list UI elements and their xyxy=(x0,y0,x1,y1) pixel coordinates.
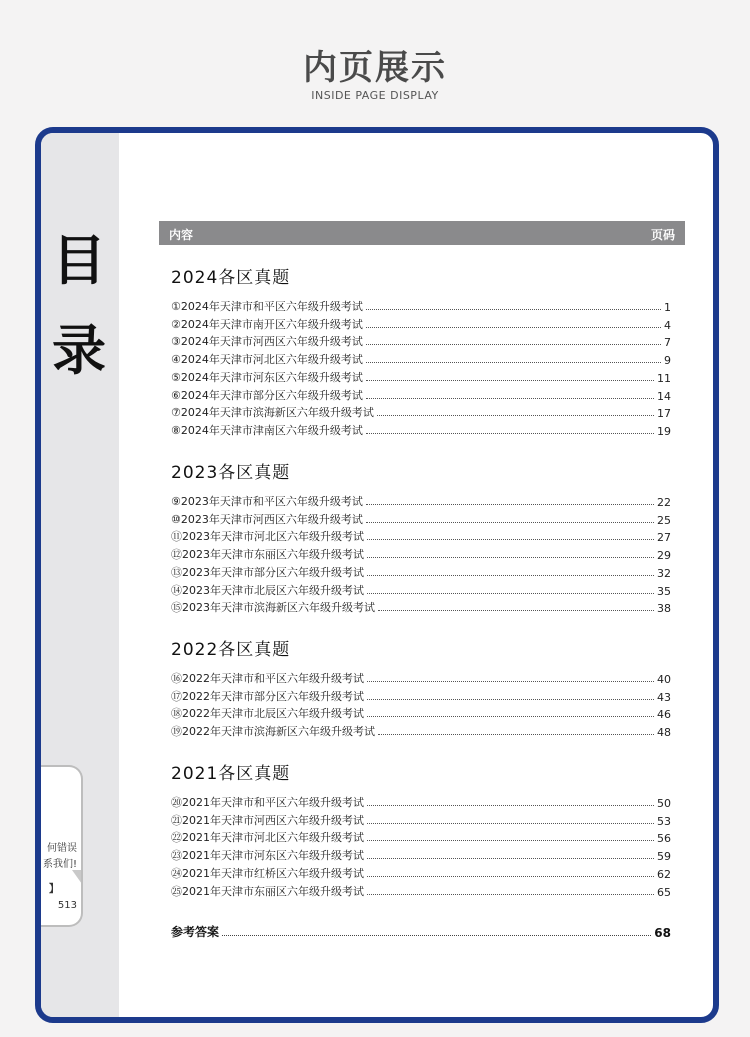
toc-entry xyxy=(171,793,671,810)
toc-entry xyxy=(171,492,671,509)
toc-entry-page: 22 xyxy=(657,496,671,509)
answer-label: 参考答案 xyxy=(171,925,220,939)
toc-entry-label: ⑪2023年天津市河北区六年级升级考试 xyxy=(171,530,364,544)
dot-leader xyxy=(377,415,654,416)
toc-entry-page: 50 xyxy=(657,797,671,810)
toc-entry xyxy=(171,669,671,686)
toc-entry-page: 4 xyxy=(664,318,671,332)
toc-entry-page: 14 xyxy=(657,389,671,403)
toc-entry-label: ③2024年天津市河西区六年级升级考试 xyxy=(171,335,363,349)
toc-entry-page: 62 xyxy=(657,867,671,881)
toc-entry xyxy=(171,527,671,544)
section-title: 2021各区真题 xyxy=(171,764,291,784)
toc-entry-page: 43 xyxy=(657,690,671,704)
dot-leader xyxy=(367,840,654,841)
dot-leader xyxy=(367,858,654,859)
toc-entry xyxy=(171,510,671,527)
toc-entry xyxy=(171,403,671,420)
toc-entry xyxy=(171,687,671,704)
dot-leader xyxy=(366,398,654,399)
toc-entry-label: ⑩2023年天津市河西区六年级升级考试 xyxy=(171,512,363,526)
toc-entry xyxy=(171,811,671,828)
side-tab xyxy=(35,765,83,927)
toc-header-bar xyxy=(159,221,685,245)
toc-entry xyxy=(171,545,671,562)
dot-leader xyxy=(367,716,654,717)
answer-page: 68 xyxy=(654,926,671,940)
toc-entry-label: ⑧2024年天津市津南区六年级升级考试 xyxy=(171,423,363,437)
tab-text-line: 何错误 xyxy=(47,843,77,854)
toc-entry-label: ⑮2023年天津市滨海新区六年级升级考试 xyxy=(171,601,375,615)
section-title: 2023各区真题 xyxy=(171,463,291,483)
toc-entry xyxy=(171,882,671,899)
toc-entry-page: 48 xyxy=(657,726,671,740)
page-title: 内页展示 xyxy=(303,48,447,88)
dot-leader xyxy=(367,557,654,558)
dot-leader xyxy=(366,522,654,523)
toc-entry-label: ⑫2023年天津市东丽区六年级升级考试 xyxy=(171,548,364,562)
dot-leader xyxy=(378,610,654,611)
tab-text-line: 513 xyxy=(57,900,77,911)
toc-entry-page: 56 xyxy=(657,832,671,846)
spine-char-lu: 录 xyxy=(52,319,106,382)
toc-header-page: 页码 xyxy=(650,228,675,242)
dot-leader xyxy=(378,734,654,735)
toc-entry-label: ⑥2024年天津市部分区六年级升级考试 xyxy=(171,388,363,402)
toc-entry-page: 11 xyxy=(657,371,671,385)
toc-entry-page: 32 xyxy=(657,566,671,580)
toc-answer-entry xyxy=(171,922,671,940)
toc-entry-page: 59 xyxy=(657,850,671,864)
toc-entry xyxy=(171,704,671,721)
toc-entry xyxy=(171,828,671,845)
toc-entry-page: 9 xyxy=(664,354,671,368)
toc-entry-label: ㉔2021年天津市红桥区六年级升级考试 xyxy=(171,866,364,880)
dot-leader xyxy=(366,309,661,310)
toc-entry-page: 25 xyxy=(657,513,671,527)
toc-entry xyxy=(171,421,671,438)
toc-entry-page: 40 xyxy=(657,673,671,686)
dot-leader xyxy=(366,380,654,381)
toc-entry-label: ①2024年天津市和平区六年级升级考试 xyxy=(171,300,363,313)
toc-entry-label: ⑬2023年天津市部分区六年级升级考试 xyxy=(171,565,364,579)
toc-entry-label: ㉒2021年天津市河北区六年级升级考试 xyxy=(171,831,364,845)
dot-leader xyxy=(367,894,654,895)
dot-leader xyxy=(367,575,654,576)
toc-entry-label: ⑭2023年天津市北辰区六年级升级考试 xyxy=(171,583,364,597)
toc-entry-page: 38 xyxy=(657,602,671,616)
toc-entry xyxy=(171,563,671,580)
toc-entry-page: 65 xyxy=(657,885,671,899)
dot-leader xyxy=(366,362,661,363)
toc-entry-page: 17 xyxy=(657,407,671,421)
toc-entry xyxy=(171,332,671,349)
toc-entry-page: 1 xyxy=(664,301,671,314)
toc-entry xyxy=(171,864,671,881)
tab-text-line: 】 xyxy=(49,884,59,895)
page-subtitle: INSIDE PAGE DISPLAY xyxy=(311,89,439,102)
dot-leader xyxy=(367,681,654,682)
toc-entry xyxy=(171,368,671,385)
tab-fold-corner xyxy=(72,870,82,884)
toc-entry-page: 7 xyxy=(664,336,671,350)
toc-header-content: 内容 xyxy=(169,228,194,242)
toc-entry-label: ㉓2021年天津市河东区六年级升级考试 xyxy=(171,849,364,863)
toc-entry-page: 27 xyxy=(657,531,671,545)
dot-leader xyxy=(366,433,654,434)
dot-leader xyxy=(367,876,654,877)
dot-leader xyxy=(366,344,661,345)
toc-entry-page: 35 xyxy=(657,584,671,598)
toc-entry-page: 19 xyxy=(657,424,671,438)
dot-leader xyxy=(367,593,654,594)
toc-entry-label: ⑨2023年天津市和平区六年级升级考试 xyxy=(171,495,363,508)
section-title: 2024各区真题 xyxy=(171,268,291,288)
toc-entry xyxy=(171,581,671,598)
spine-char-mu: 目 xyxy=(52,229,106,292)
dot-leader xyxy=(367,823,654,824)
dot-leader xyxy=(367,699,654,700)
toc-entry xyxy=(171,297,671,314)
toc-entry-label: ㉕2021年天津市东丽区六年级升级考试 xyxy=(171,884,364,898)
toc-entry xyxy=(171,315,671,332)
toc-entry xyxy=(171,598,671,615)
toc-entry xyxy=(171,722,671,739)
toc-entry xyxy=(171,350,671,367)
toc-entry-label: ⑦2024年天津市滨海新区六年级升级考试 xyxy=(171,406,374,420)
toc-entry-label: ㉑2021年天津市河西区六年级升级考试 xyxy=(171,813,364,827)
toc-entry-page: 53 xyxy=(657,814,671,828)
toc-entry-label: ⑲2022年天津市滨海新区六年级升级考试 xyxy=(171,725,375,739)
toc-entry-label: ⑰2022年天津市部分区六年级升级考试 xyxy=(171,689,364,703)
toc-entry-label: ⑳2021年天津市和平区六年级升级考试 xyxy=(171,796,364,809)
book-page-frame xyxy=(35,127,719,1023)
toc-entry-label: ⑯2022年天津市和平区六年级升级考试 xyxy=(171,672,364,685)
toc-entry-label: ④2024年天津市河北区六年级升级考试 xyxy=(171,353,363,367)
toc-entry-label: ⑤2024年天津市河东区六年级升级考试 xyxy=(171,370,363,384)
toc-entry-page: 29 xyxy=(657,549,671,563)
tab-text-line: 系我们! xyxy=(42,859,77,870)
toc-entry xyxy=(171,846,671,863)
toc-entry-label: ⑱2022年天津市北辰区六年级升级考试 xyxy=(171,707,364,721)
dot-leader xyxy=(367,805,654,806)
section-title: 2022各区真题 xyxy=(171,640,291,660)
dot-leader xyxy=(366,504,654,505)
toc-entry-label: ②2024年天津市南开区六年级升级考试 xyxy=(171,317,363,331)
toc-entry-page: 46 xyxy=(657,708,671,722)
dot-leader xyxy=(367,539,654,540)
toc-entry xyxy=(171,386,671,403)
dot-leader xyxy=(222,935,651,936)
dot-leader xyxy=(366,327,661,328)
